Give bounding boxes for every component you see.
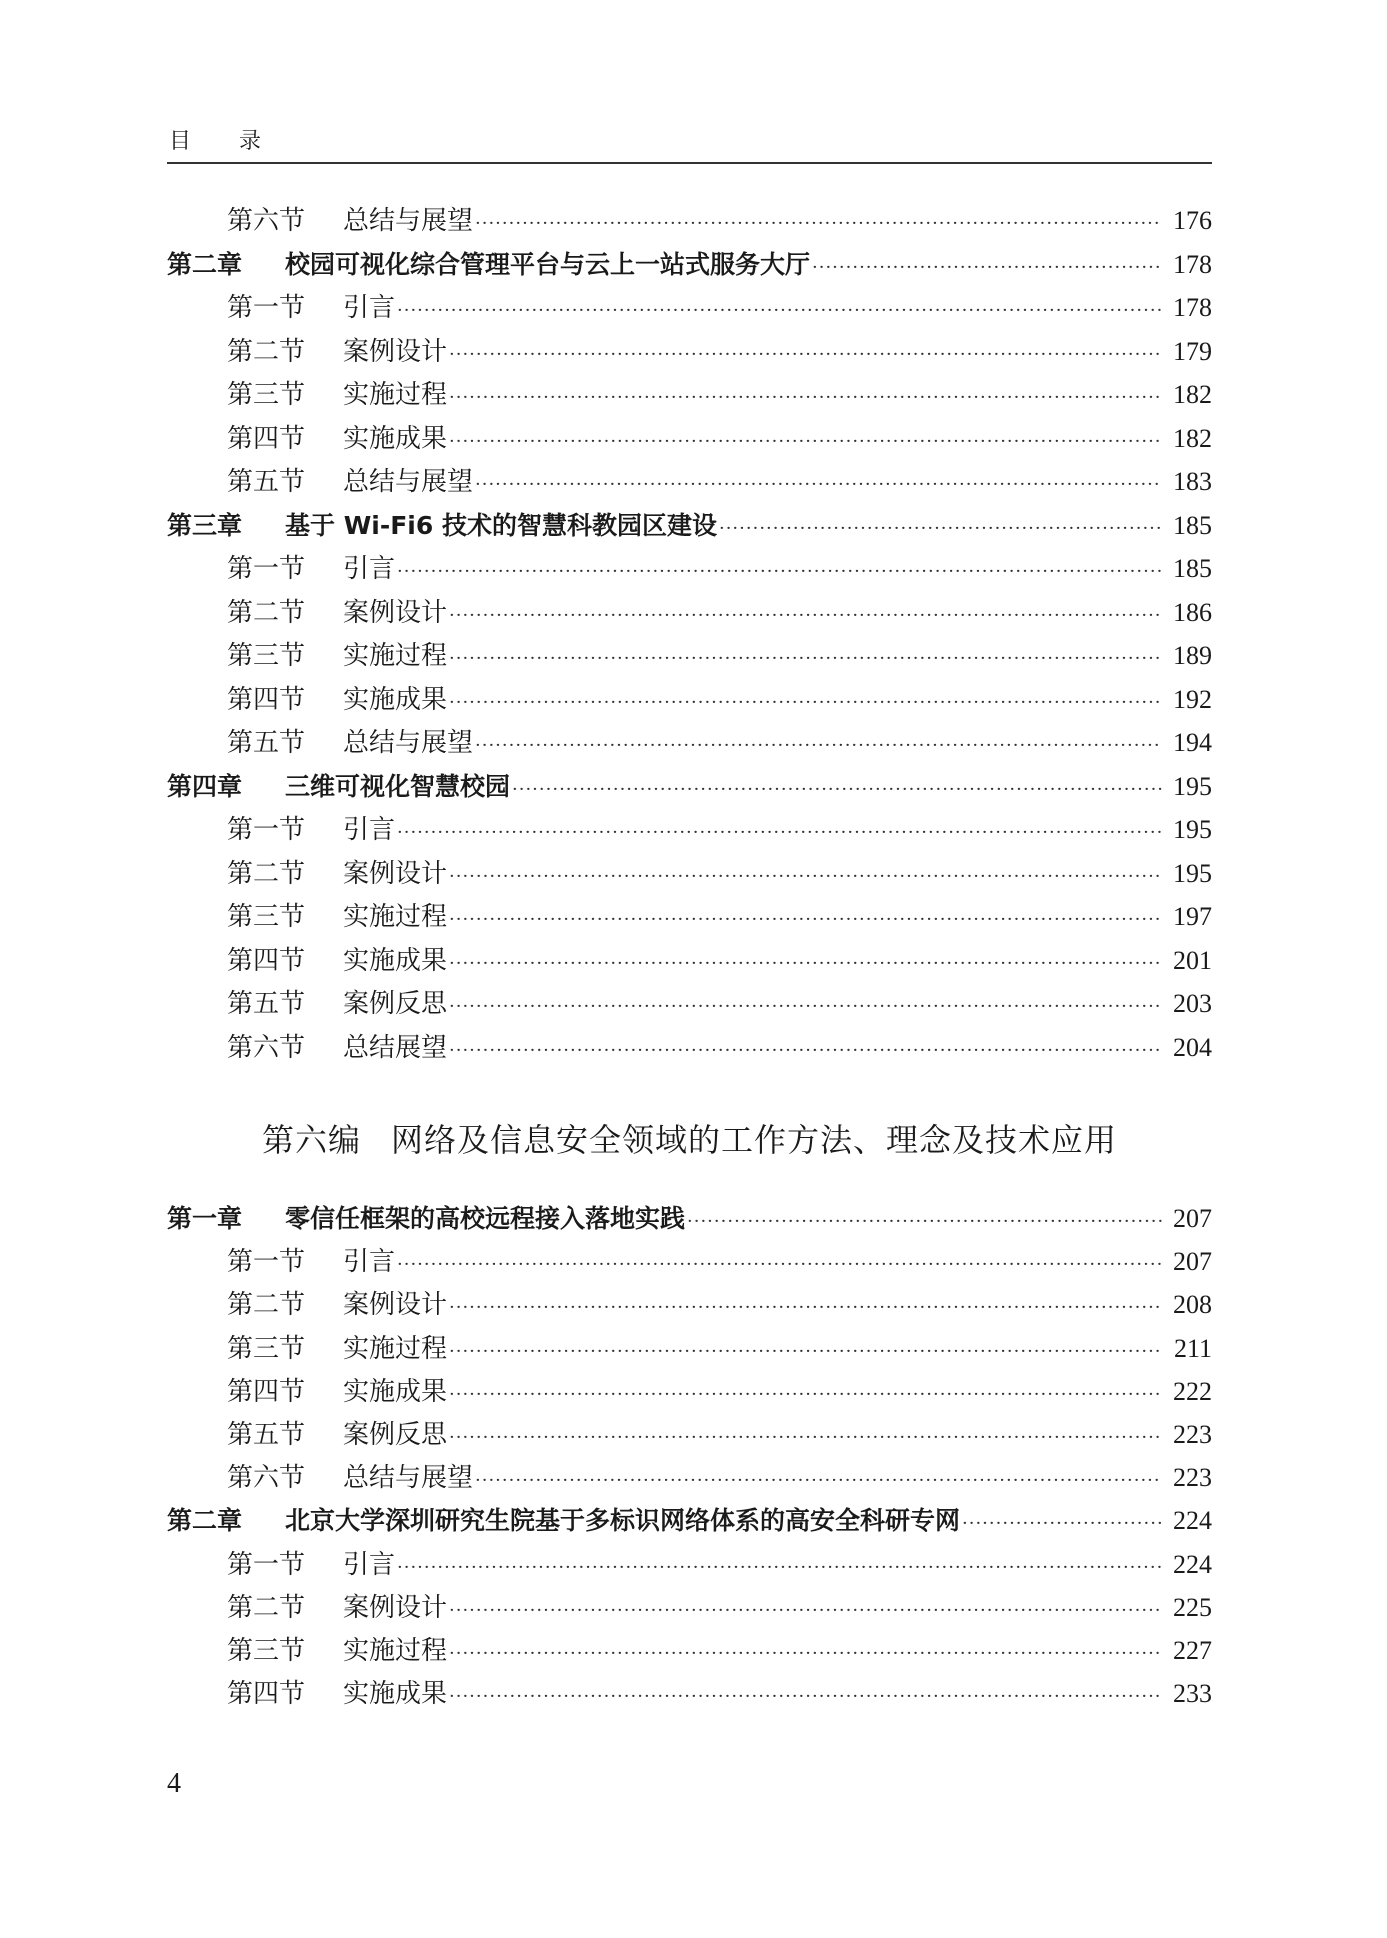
entry-number: 第六节 (227, 1463, 306, 1494)
entry-number: 第三节 (227, 1333, 306, 1364)
toc-section-entry[interactable] (167, 1417, 1212, 1453)
toc-section-entry[interactable] (167, 812, 1212, 848)
entry-number: 第六节 (227, 206, 306, 236)
entry-page-number: 192 (1173, 684, 1212, 714)
dot-leader (449, 1420, 1162, 1456)
entry-number: 第三章 (167, 510, 243, 540)
entry-number: 第二章 (167, 1506, 243, 1536)
toc-section-entry[interactable] (167, 421, 1212, 457)
entry-page-number: 195 (1173, 815, 1212, 844)
dot-leader (449, 1377, 1162, 1413)
entry-title: 基于 Wi-Fi6 技术的智慧科教园区建设 (285, 510, 717, 540)
entry-page-number: 211 (1173, 1333, 1212, 1363)
toc-section-entry[interactable] (167, 1030, 1212, 1066)
entry-number: 第一节 (227, 1247, 306, 1278)
entry-page-number: 225 (1173, 1592, 1212, 1622)
entry-number: 第六节 (227, 1032, 306, 1063)
toc-chapter-entry[interactable] (167, 1201, 1212, 1237)
entry-title: 实施成果 (343, 1679, 448, 1710)
toc-section-entry[interactable] (167, 203, 1212, 239)
dot-leader (449, 380, 1162, 416)
entry-page-number: 233 (1173, 1679, 1212, 1709)
toc-section-entry[interactable] (167, 1331, 1212, 1367)
dot-leader (449, 598, 1162, 634)
entry-title: 引言 (343, 815, 396, 845)
entry-title: 实施过程 (343, 641, 448, 671)
header-char-right: 录 (239, 129, 262, 154)
entry-page-number: 222 (1173, 1376, 1212, 1406)
entry-number: 第五节 (227, 728, 306, 758)
running-header (167, 118, 1212, 164)
toc-chapter-entry[interactable] (167, 508, 1212, 544)
entry-page-number: 185 (1173, 554, 1212, 583)
entry-title: 引言 (343, 293, 396, 323)
dot-leader (449, 902, 1162, 938)
entry-number: 第四章 (167, 771, 243, 801)
toc-section-entry[interactable] (167, 334, 1212, 370)
entry-title: 实施过程 (343, 902, 448, 932)
toc-section-entry[interactable] (167, 595, 1212, 631)
dot-leader (449, 989, 1162, 1025)
entry-page-number: 195 (1173, 771, 1212, 801)
entry-title: 实施过程 (343, 1636, 448, 1666)
dot-leader (449, 946, 1162, 982)
entry-number: 第三节 (227, 902, 306, 932)
toc-section-entry[interactable] (167, 290, 1212, 326)
dot-leader (512, 772, 1162, 808)
entry-page-number: 185 (1173, 510, 1212, 540)
entry-title: 引言 (343, 1247, 396, 1278)
entry-page-number: 189 (1173, 641, 1212, 670)
toc-section-entry[interactable] (167, 638, 1212, 674)
dot-leader (449, 337, 1162, 373)
entry-number: 第二章 (167, 249, 243, 279)
entry-page-number: 195 (1173, 858, 1212, 888)
entry-title: 案例设计 (343, 858, 448, 889)
entry-page-number: 194 (1173, 728, 1212, 757)
page-number: 4 (167, 1768, 181, 1799)
toc-section-entry[interactable] (167, 1590, 1212, 1626)
toc-section-entry[interactable] (167, 464, 1212, 500)
dot-leader (719, 511, 1162, 547)
entry-title: 实施成果 (343, 684, 448, 715)
entry-page-number: 183 (1173, 467, 1212, 496)
entry-title: 实施过程 (343, 1333, 448, 1364)
dot-leader (475, 1463, 1162, 1499)
entry-page-number: 224 (1173, 1506, 1212, 1536)
dot-leader (449, 641, 1162, 677)
toc-chapter-entry[interactable] (167, 769, 1212, 805)
toc-section-entry[interactable] (167, 943, 1212, 979)
entry-title: 引言 (343, 554, 396, 584)
entry-number: 第一节 (227, 815, 306, 845)
entry-page-number: 179 (1173, 336, 1212, 366)
entry-title: 实施成果 (343, 1376, 448, 1407)
entry-number: 第二节 (227, 858, 306, 889)
dot-leader (812, 250, 1162, 286)
entry-title: 三维可视化智慧校园 (285, 771, 511, 801)
entry-title: 案例设计 (343, 597, 448, 628)
entry-number: 第二节 (227, 336, 306, 367)
toc-chapter-entry[interactable] (167, 1503, 1212, 1539)
entry-title: 实施成果 (343, 945, 448, 976)
dot-leader (397, 554, 1162, 590)
entry-number: 第四节 (227, 423, 306, 454)
entry-title: 总结与展望 (343, 728, 474, 758)
dot-leader (397, 1247, 1162, 1283)
entry-page-number: 207 (1173, 1204, 1212, 1233)
entry-page-number: 201 (1173, 945, 1212, 975)
entry-page-number: 227 (1173, 1636, 1212, 1665)
entry-number: 第五节 (227, 989, 306, 1019)
entry-title: 实施过程 (343, 380, 448, 410)
entry-page-number: 224 (1173, 1549, 1212, 1579)
toc-section-entry[interactable] (167, 377, 1212, 413)
entry-page-number: 197 (1173, 902, 1212, 931)
entry-title: 案例设计 (343, 336, 448, 367)
part-heading (167, 1115, 1212, 1161)
entry-title: 总结与展望 (343, 1463, 474, 1494)
entry-page-number: 223 (1173, 1420, 1212, 1449)
entry-number: 第二节 (227, 1290, 306, 1321)
entry-page-number: 186 (1173, 597, 1212, 627)
entry-number: 第四节 (227, 684, 306, 715)
entry-title: 零信任框架的高校远程接入落地实践 (285, 1204, 686, 1233)
dot-leader (687, 1204, 1162, 1240)
part-heading-title: 网络及信息安全领域的工作方法、理念及技术应用 (391, 1121, 1118, 1159)
dot-leader (449, 1636, 1162, 1672)
toc-chapter-entry[interactable] (167, 247, 1212, 283)
dot-leader (449, 1033, 1162, 1069)
entry-page-number: 203 (1173, 989, 1212, 1018)
toc-section-entry[interactable] (167, 1287, 1212, 1323)
entry-number: 第四节 (227, 945, 306, 976)
entry-title: 案例反思 (343, 989, 448, 1019)
toc-section-entry[interactable] (167, 1244, 1212, 1280)
entry-number: 第一节 (227, 1549, 306, 1580)
entry-title: 总结与展望 (343, 467, 474, 497)
entry-title: 引言 (343, 1549, 396, 1580)
entry-title: 实施成果 (343, 423, 448, 454)
dot-leader (397, 1550, 1162, 1586)
entry-number: 第四节 (227, 1376, 306, 1407)
entry-number: 第三节 (227, 641, 306, 671)
toc-section-entry[interactable] (167, 899, 1212, 935)
entry-page-number: 204 (1173, 1032, 1212, 1062)
entry-number: 第一节 (227, 554, 306, 584)
toc-section-entry[interactable] (167, 856, 1212, 892)
toc-section-entry[interactable] (167, 551, 1212, 587)
entry-number: 第一章 (167, 1204, 243, 1233)
dot-leader (475, 467, 1162, 503)
entry-number: 第五节 (227, 1420, 306, 1450)
entry-title: 总结与展望 (343, 206, 474, 236)
header-char-left: 目 (169, 129, 192, 154)
toc-section-entry[interactable] (167, 1633, 1212, 1669)
dot-leader (475, 728, 1162, 764)
toc-section-entry[interactable] (167, 986, 1212, 1022)
entry-title: 校园可视化综合管理平台与云上一站式服务大厅 (285, 249, 811, 279)
entry-title: 总结展望 (343, 1032, 448, 1063)
entry-number: 第四节 (227, 1679, 306, 1710)
entry-title: 案例设计 (343, 1290, 448, 1321)
entry-page-number: 182 (1173, 380, 1212, 409)
dot-leader (449, 685, 1162, 721)
entry-number: 第二节 (227, 597, 306, 628)
toc-section-entry[interactable] (167, 1676, 1212, 1712)
entry-number: 第二节 (227, 1592, 306, 1623)
part-heading-number: 第六编 (261, 1121, 361, 1159)
toc-section-entry[interactable] (167, 1460, 1212, 1496)
entry-page-number: 208 (1173, 1290, 1212, 1320)
entry-number: 第三节 (227, 1636, 306, 1666)
entry-page-number: 223 (1173, 1463, 1212, 1493)
dot-leader (962, 1506, 1162, 1542)
dot-leader (449, 424, 1162, 460)
entry-page-number: 207 (1173, 1247, 1212, 1277)
entry-title: 案例设计 (343, 1592, 448, 1623)
dot-leader (449, 1334, 1162, 1370)
toc-section-entry[interactable] (167, 725, 1212, 761)
entry-title: 北京大学深圳研究生院基于多标识网络体系的高安全科研专网 (285, 1506, 961, 1536)
dot-leader (475, 206, 1162, 242)
dot-leader (397, 815, 1162, 851)
dot-leader (449, 1679, 1162, 1715)
entry-title: 案例反思 (343, 1420, 448, 1450)
toc-section-entry[interactable] (167, 682, 1212, 718)
entry-number: 第三节 (227, 380, 306, 410)
dot-leader (449, 1593, 1162, 1629)
dot-leader (397, 293, 1162, 329)
dot-leader (449, 1290, 1162, 1326)
entry-page-number: 176 (1173, 206, 1212, 235)
dot-leader (449, 859, 1162, 895)
entry-page-number: 182 (1173, 423, 1212, 453)
toc-section-entry[interactable] (167, 1374, 1212, 1410)
toc-section-entry[interactable] (167, 1547, 1212, 1583)
entry-page-number: 178 (1173, 249, 1212, 279)
entry-number: 第五节 (227, 467, 306, 497)
entry-page-number: 178 (1173, 293, 1212, 322)
entry-number: 第一节 (227, 293, 306, 323)
